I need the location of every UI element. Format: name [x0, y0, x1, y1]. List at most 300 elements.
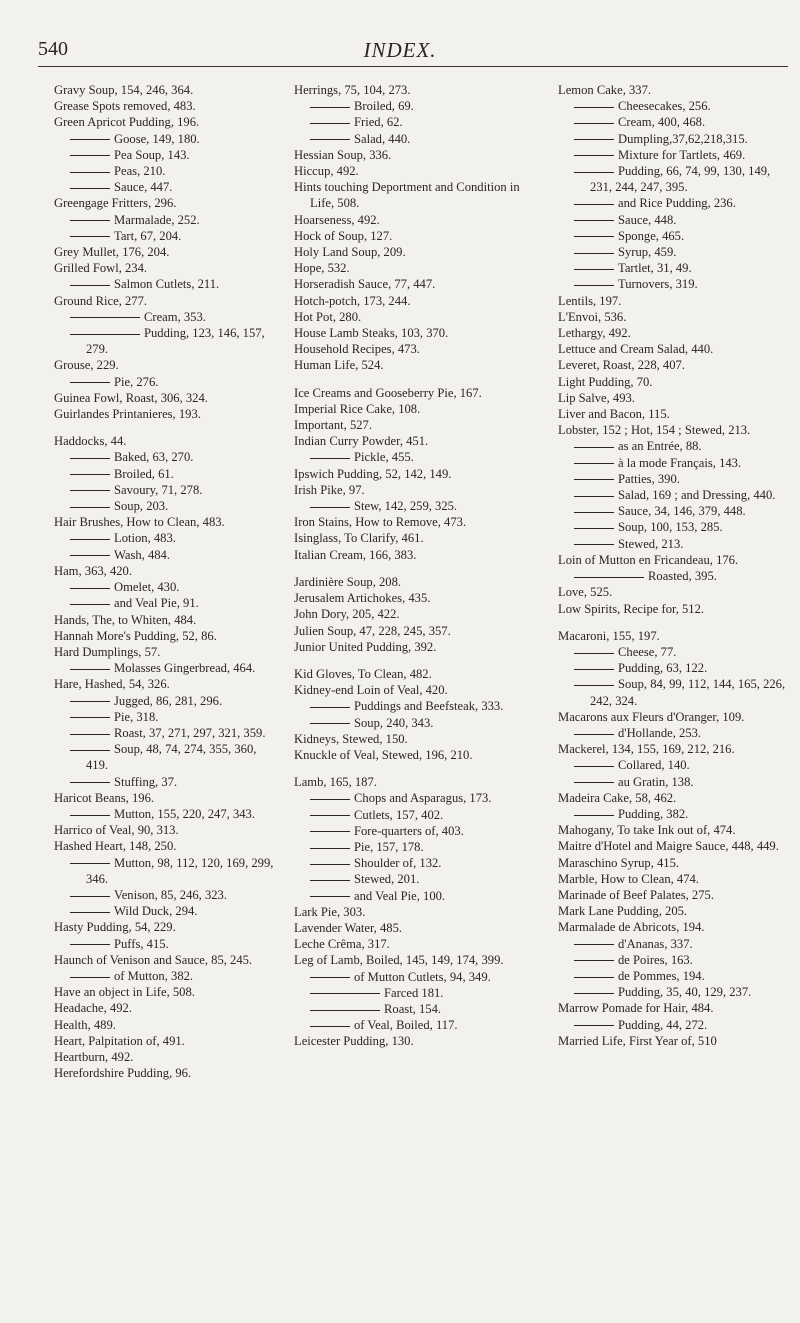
index-column-1	[54, 82, 276, 1081]
entry-text: Salmon Cutlets, 211.	[114, 277, 220, 292]
entry-text: Sauce, 34, 146, 379, 448.	[618, 504, 746, 519]
index-subentry	[294, 839, 534, 855]
ditto-dash	[310, 831, 350, 832]
index-entry	[558, 341, 790, 357]
entry-text: Lemon Cake, 337.	[558, 83, 652, 97]
index-entry	[54, 822, 276, 838]
index-entry	[558, 1000, 790, 1016]
entry-text: of Veal, Boiled, 117.	[354, 1018, 458, 1033]
ditto-dash	[70, 863, 110, 864]
entry-text: Julien Soup, 47, 228, 245, 357.	[294, 623, 451, 638]
entry-text: Hair Brushes, How to Clean, 483.	[54, 515, 225, 530]
entry-text: Broiled, 61.	[114, 466, 174, 481]
entry-text: Turnovers, 319.	[618, 277, 698, 292]
index-entry	[54, 790, 276, 806]
entry-text: Loin of Mutton en Fricandeau, 176.	[558, 552, 739, 567]
entry-text: Light Pudding, 70.	[558, 374, 653, 389]
index-subentry	[54, 936, 276, 952]
entry-text: Human Life, 524.	[294, 358, 384, 373]
index-subentry	[558, 244, 790, 260]
index-subentry	[54, 595, 276, 611]
index-entry	[54, 612, 276, 628]
ditto-dash	[70, 669, 110, 670]
entry-text: Haddocks, 44.	[54, 434, 127, 449]
entry-text: Grey Mullet, 176, 204.	[54, 245, 170, 260]
index-subentry	[558, 952, 790, 968]
entry-text: Married Life, First Year of, 510	[558, 1033, 717, 1048]
entry-text: Cream, 400, 468.	[618, 115, 706, 130]
entry-text: Pudding, 63, 122.	[618, 661, 708, 676]
index-subentry	[54, 725, 276, 741]
index-entry	[294, 228, 534, 244]
entry-text: Kid Gloves, To Clean, 482.	[294, 666, 432, 681]
entry-text: Mutton, 98, 112, 120, 169, 299, 346.	[86, 855, 274, 886]
entry-text: Cream, 353.	[144, 309, 206, 324]
entry-text: Pie, 157, 178.	[354, 839, 424, 854]
ditto-dash	[70, 555, 110, 556]
entry-text: Stew, 142, 259, 325.	[354, 499, 458, 514]
ditto-dash	[574, 1025, 614, 1026]
entry-text: Hiccup, 492.	[294, 164, 359, 179]
entry-text: Low Spirits, Recipe for, 512.	[558, 601, 705, 616]
ditto-dash	[310, 848, 350, 849]
index-entry	[294, 904, 534, 920]
entry-text: Pudding, 66, 74, 99, 130, 149, 231, 244, 247, 395.	[590, 164, 771, 195]
entry-text: Mahogany, To take Ink out of, 474.	[558, 823, 736, 838]
entry-text: Have an object in Life, 508.	[54, 985, 195, 1000]
ditto-dash	[70, 155, 110, 156]
entry-text: Hessian Soup, 336.	[294, 147, 392, 162]
entry-text: Macaroni, 155, 197.	[558, 628, 660, 643]
entry-text: Ipswich Pudding, 52, 142, 149.	[294, 466, 452, 481]
entry-text: Heartburn, 492.	[54, 1049, 134, 1064]
entry-text: Iron Stains, How to Remove, 473.	[294, 515, 467, 530]
entry-text: Lamb, 165, 187.	[294, 775, 377, 790]
index-entry	[294, 530, 534, 546]
entry-text: d'Ananas, 337.	[618, 936, 693, 951]
entry-text: Lip Salve, 493.	[558, 390, 635, 405]
entry-text: Leche Crêma, 317.	[294, 937, 390, 952]
entry-text: Dumpling,37,62,218,315.	[618, 131, 748, 146]
ditto-dash	[574, 236, 614, 237]
index-entry	[54, 260, 276, 276]
index-subentry	[54, 325, 276, 357]
entry-text: Venison, 85, 246, 323.	[114, 887, 227, 902]
ditto-dash	[574, 496, 614, 497]
index-subentry	[54, 228, 276, 244]
ditto-dash	[310, 799, 350, 800]
entry-text: Puffs, 415.	[114, 936, 169, 951]
entry-text: Macarons aux Fleurs d'Oranger, 109.	[558, 709, 745, 724]
entry-text: Guinea Fowl, Roast, 306, 324.	[54, 390, 208, 405]
entry-text: Pie, 318.	[114, 709, 159, 724]
ditto-dash	[70, 539, 110, 540]
entry-text: Fore-quarters of, 403.	[354, 823, 464, 838]
ditto-dash	[574, 204, 614, 205]
index-subentry	[294, 131, 534, 147]
index-entry	[558, 406, 790, 422]
entry-text: Hints touching Deportment and Condition in Life, 508.	[294, 180, 520, 211]
entry-text: Syrup, 459.	[618, 245, 677, 260]
entry-text: Collared, 140.	[618, 758, 690, 773]
entry-text: Soup, 240, 343.	[354, 715, 434, 730]
ditto-dash	[574, 512, 614, 513]
index-entry	[54, 293, 276, 309]
index-subentry	[54, 179, 276, 195]
index-entry	[294, 682, 534, 698]
index-entry	[54, 514, 276, 530]
entry-text: Haricot Beans, 196.	[54, 790, 155, 805]
entry-text: Molasses Gingerbread, 464.	[114, 661, 256, 676]
index-subentry	[558, 536, 790, 552]
index-entry	[294, 920, 534, 936]
entry-text: d'Hollande, 253.	[618, 725, 702, 740]
index-subentry	[558, 195, 790, 211]
entry-text: Important, 527.	[294, 418, 372, 433]
entry-text: Household Recipes, 473.	[294, 342, 420, 357]
entry-text: and Veal Pie, 100.	[354, 888, 446, 903]
index-entry	[54, 644, 276, 660]
entry-text: Liver and Bacon, 115.	[558, 407, 670, 422]
index-subentry	[558, 438, 790, 454]
index-entry	[558, 822, 790, 838]
entry-text: Lobster, 152 ; Hot, 154 ; Stewed, 213.	[558, 423, 751, 438]
index-entry	[294, 466, 534, 482]
index-entry	[294, 547, 534, 563]
entry-text: Hannah More's Pudding, 52, 86.	[54, 628, 217, 643]
entry-text: Patties, 390.	[618, 471, 680, 486]
index-entry	[54, 244, 276, 260]
index-subentry	[54, 660, 276, 676]
entry-text: House Lamb Steaks, 103, 370.	[294, 326, 449, 341]
index-subentry	[558, 163, 790, 195]
entry-text: Roast, 154.	[384, 1001, 442, 1016]
entry-text: as an Entrée, 88.	[618, 439, 702, 454]
index-entry	[558, 390, 790, 406]
index-column-3	[558, 82, 790, 1049]
index-entry	[558, 709, 790, 725]
index-entry	[294, 952, 534, 968]
index-entry	[558, 887, 790, 903]
entry-text: Sponge, 465.	[618, 228, 685, 243]
entry-text: L'Envoi, 536.	[558, 309, 627, 324]
entry-text: Pudding, 123, 146, 157, 279.	[86, 326, 265, 357]
index-entry	[294, 606, 534, 622]
index-subentry	[54, 309, 276, 325]
index-subentry	[54, 482, 276, 498]
entry-text: Soup, 84, 99, 112, 144, 165, 226, 242, 324.	[590, 677, 786, 708]
entry-text: Horseradish Sauce, 77, 447.	[294, 277, 436, 292]
ditto-dash	[310, 507, 350, 508]
entry-text: Mackerel, 134, 155, 169, 212, 216.	[558, 742, 735, 757]
index-entry	[54, 114, 276, 130]
index-entry	[294, 574, 534, 590]
index-entry	[558, 838, 790, 854]
entry-text: à la mode Français, 143.	[618, 455, 742, 470]
index-subentry	[294, 498, 534, 514]
entry-text: Irish Pike, 97.	[294, 482, 365, 497]
index-subentry	[558, 114, 790, 130]
page-title: INDEX.	[363, 38, 437, 62]
index-entry	[294, 163, 534, 179]
index-entry	[54, 195, 276, 211]
entry-text: Gravy Soup, 154, 246, 364.	[54, 83, 194, 97]
ditto-dash	[310, 107, 350, 108]
entry-text: Maraschino Syrup, 415.	[558, 855, 680, 870]
index-entry	[54, 1017, 276, 1033]
entry-text: Tart, 67, 204.	[114, 228, 182, 243]
ditto-dash	[574, 463, 614, 464]
entry-text: Marble, How to Clean, 474.	[558, 871, 699, 886]
ditto-dash	[70, 285, 110, 286]
index-entry	[558, 790, 790, 806]
index-subentry	[54, 855, 276, 887]
index-entry	[294, 401, 534, 417]
ditto-dash	[70, 977, 110, 978]
entry-text: de Pommes, 194.	[618, 968, 705, 983]
entry-text: Mutton, 155, 220, 247, 343.	[114, 806, 255, 821]
ditto-dash	[310, 815, 350, 816]
index-subentry	[558, 644, 790, 660]
entry-text: Goose, 149, 180.	[114, 131, 200, 146]
index-subentry	[294, 98, 534, 114]
ditto-dash	[574, 782, 614, 783]
index-subentry	[54, 131, 276, 147]
ditto-dash	[70, 912, 110, 913]
ditto-dash	[70, 701, 110, 702]
entry-text: Guirlandes Printanieres, 193.	[54, 407, 201, 422]
entry-text: Pudding, 44, 272.	[618, 1017, 708, 1032]
index-subentry	[294, 969, 534, 985]
index-subentry	[54, 449, 276, 465]
index-subentry	[558, 676, 790, 708]
entry-text: Lark Pie, 303.	[294, 904, 366, 919]
ditto-dash	[574, 685, 614, 686]
ditto-dash	[70, 220, 110, 221]
entry-text: of Mutton, 382.	[114, 968, 194, 983]
index-subentry	[558, 487, 790, 503]
entry-text: Hoarseness, 492.	[294, 212, 380, 227]
entry-text: Madeira Cake, 58, 462.	[558, 790, 677, 805]
entry-text: Lethargy, 492.	[558, 326, 631, 341]
index-subentry	[294, 888, 534, 904]
ditto-dash	[70, 172, 110, 173]
entry-text: Haunch of Venison and Sauce, 85, 245.	[54, 952, 253, 967]
ditto-dash	[574, 172, 614, 173]
index-entry	[558, 309, 790, 325]
entry-text: Headache, 492.	[54, 1001, 132, 1016]
index-entry	[558, 325, 790, 341]
entry-text: Ground Rice, 277.	[54, 293, 148, 308]
entry-text: Stewed, 201.	[354, 872, 420, 887]
index-subentry	[54, 709, 276, 725]
index-entry	[558, 357, 790, 373]
index-subentry	[54, 579, 276, 595]
index-subentry	[558, 260, 790, 276]
entry-text: Jerusalem Artichokes, 435.	[294, 591, 431, 606]
entry-text: Tartlet, 31, 49.	[618, 261, 692, 276]
index-subentry	[558, 806, 790, 822]
index-entry	[54, 1033, 276, 1049]
index-entry	[294, 747, 534, 763]
entry-text: Sauce, 448.	[618, 212, 677, 227]
index-subentry	[558, 503, 790, 519]
index-entry	[294, 357, 534, 373]
index-subentry	[558, 984, 790, 1000]
ditto-dash	[70, 604, 110, 605]
ditto-dash	[574, 653, 614, 654]
ditto-dash	[574, 977, 614, 978]
index-entry	[558, 919, 790, 935]
index-subentry	[558, 519, 790, 535]
index-entry	[54, 406, 276, 422]
ditto-dash	[574, 220, 614, 221]
entry-text: Grease Spots removed, 483.	[54, 99, 196, 114]
index-subentry	[54, 774, 276, 790]
entry-text: Hasty Pudding, 54, 229.	[54, 920, 176, 935]
index-subentry	[54, 741, 276, 773]
entry-text: Love, 525.	[558, 585, 613, 600]
index-entry	[294, 82, 534, 98]
entry-text: Marmalade de Abricots, 194.	[558, 920, 705, 935]
ditto-dash	[574, 734, 614, 735]
ditto-dash	[574, 285, 614, 286]
entry-text: Roast, 37, 271, 297, 321, 359.	[114, 725, 266, 740]
index-entry	[294, 482, 534, 498]
entry-text: Pie, 276.	[114, 374, 159, 389]
entry-text: Peas, 210.	[114, 164, 166, 179]
index-subentry	[54, 806, 276, 822]
entry-text: Roasted, 395.	[648, 569, 717, 584]
entry-text: Jardinière Soup, 208.	[294, 574, 402, 589]
entry-text: Hotch-potch, 173, 244.	[294, 293, 411, 308]
index-entry	[54, 676, 276, 692]
entry-text: Shoulder of, 132.	[354, 856, 442, 871]
page-number: 540	[38, 38, 68, 60]
index-entry	[558, 601, 790, 617]
index-subentry	[54, 212, 276, 228]
index-subentry	[54, 374, 276, 390]
index-entry	[54, 98, 276, 114]
entry-text: Hock of Soup, 127.	[294, 228, 393, 243]
index-subentry	[558, 228, 790, 244]
ditto-dash	[70, 334, 140, 335]
entry-text: Mixture for Tartlets, 469.	[618, 147, 746, 162]
entry-text: Jugged, 86, 281, 296.	[114, 693, 223, 708]
index-entry	[54, 82, 276, 98]
entry-text: Imperial Rice Cake, 108.	[294, 401, 421, 416]
ditto-dash	[574, 123, 614, 124]
entry-text: Indian Curry Powder, 451.	[294, 434, 429, 449]
index-entry	[54, 433, 276, 449]
entry-text: Soup, 48, 74, 274, 355, 360, 419.	[86, 742, 257, 773]
ditto-dash	[70, 944, 110, 945]
index-subentry	[54, 498, 276, 514]
entry-text: Soup, 203.	[114, 499, 169, 514]
entry-text: Green Apricot Pudding, 196.	[54, 115, 200, 130]
entry-text: Italian Cream, 166, 383.	[294, 547, 417, 562]
entry-text: Heart, Palpitation of, 491.	[54, 1033, 185, 1048]
index-entry	[558, 293, 790, 309]
entry-text: Harrico of Veal, 90, 313.	[54, 823, 179, 838]
index-entry	[558, 1033, 790, 1049]
index-subentry	[54, 968, 276, 984]
ditto-dash	[70, 782, 110, 783]
ditto-dash	[70, 734, 110, 735]
entry-text: Isinglass, To Clarify, 461.	[294, 531, 424, 546]
index-entry	[558, 855, 790, 871]
entry-text: Herefordshire Pudding, 96.	[54, 1066, 192, 1081]
entry-text: au Gratin, 138.	[618, 774, 694, 789]
index-subentry	[54, 887, 276, 903]
index-entry	[54, 952, 276, 968]
entry-text: Leicester Pudding, 130.	[294, 1034, 414, 1049]
entry-text: Hands, The, to Whiten, 484.	[54, 612, 197, 627]
index-entry	[294, 385, 534, 401]
index-subentry	[294, 715, 534, 731]
index-entry	[54, 984, 276, 1000]
ditto-dash	[70, 139, 110, 140]
page-header	[0, 0, 800, 70]
index-entry	[294, 731, 534, 747]
entry-text: Baked, 63, 270.	[114, 450, 194, 465]
ditto-dash	[310, 896, 350, 897]
index-entry	[294, 623, 534, 639]
entry-text: Broiled, 69.	[354, 99, 414, 114]
index-subentry	[558, 660, 790, 676]
index-entry	[294, 179, 534, 211]
index-subentry	[558, 725, 790, 741]
index-subentry	[294, 790, 534, 806]
entry-text: Health, 489.	[54, 1017, 116, 1032]
ditto-dash	[70, 236, 110, 237]
entry-text: Maitre d'Hotel and Maigre Sauce, 448, 449.	[558, 839, 779, 854]
ditto-dash	[310, 723, 350, 724]
entry-text: Hashed Heart, 148, 250.	[54, 839, 177, 854]
ditto-dash	[70, 382, 110, 383]
index-subentry	[54, 903, 276, 919]
ditto-dash	[70, 474, 110, 475]
index-subentry	[558, 212, 790, 228]
entry-text: Soup, 100, 153, 285.	[618, 520, 723, 535]
index-entry	[294, 244, 534, 260]
index-entry	[54, 563, 276, 579]
index-subentry	[558, 147, 790, 163]
entry-text: Farced 181.	[384, 985, 444, 1000]
index-subentry	[294, 114, 534, 130]
ditto-dash	[574, 544, 614, 545]
entry-text: Pea Soup, 143.	[114, 147, 190, 162]
ditto-dash	[70, 588, 110, 589]
index-entry	[54, 628, 276, 644]
ditto-dash	[574, 815, 614, 816]
index-entry	[558, 422, 790, 438]
entry-text: Junior United Pudding, 392.	[294, 639, 437, 654]
index-subentry	[558, 455, 790, 471]
index-entry	[54, 919, 276, 935]
ditto-dash	[70, 507, 110, 508]
entry-text: Grouse, 229.	[54, 358, 119, 373]
index-subentry	[558, 757, 790, 773]
ditto-dash	[574, 479, 614, 480]
entry-text: Stuffing, 37.	[114, 774, 178, 789]
entry-text: Grilled Fowl, 234.	[54, 261, 148, 276]
ditto-dash	[70, 317, 140, 318]
index-subentry	[294, 855, 534, 871]
index-subentry	[54, 163, 276, 179]
entry-text: de Poires, 163.	[618, 952, 693, 967]
entry-text: Lavender Water, 485.	[294, 920, 403, 935]
